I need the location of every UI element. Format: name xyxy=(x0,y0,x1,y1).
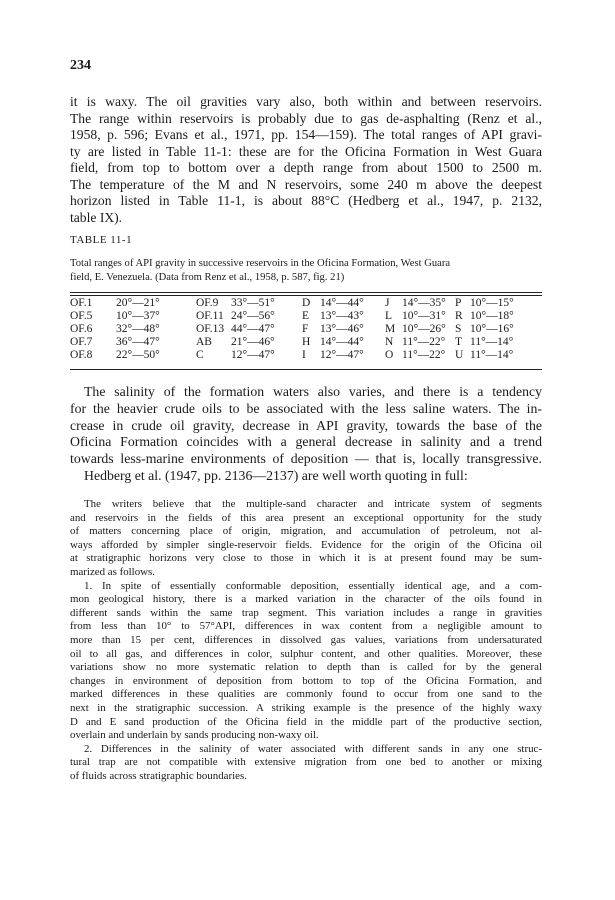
gravity-table xyxy=(70,297,542,362)
table-cell: L xyxy=(385,310,393,322)
paragraph-line: field, from top to bottom over a depth range from about 1500 to 2500 m. xyxy=(70,160,542,175)
table-cell: P xyxy=(455,297,462,309)
table-cell: R xyxy=(455,310,463,322)
table-cell: E xyxy=(302,310,310,322)
table-cell: S xyxy=(455,323,462,335)
table-cell: 12°—47° xyxy=(231,349,275,361)
table-cell: 21°—46° xyxy=(231,336,275,348)
table-cell: OF.13 xyxy=(196,323,225,335)
quote-line: D and E sand production of the Oficina field in the middle part of the productive section, xyxy=(70,715,542,728)
table-row xyxy=(70,310,542,323)
table-cell: M xyxy=(385,323,396,335)
paragraph-line: The temperature of the M and N reservoirs, some 240 m above the deepest xyxy=(70,176,542,192)
quote-line: changes in environment of deposition from bottom to top of the Oficina Formation, and xyxy=(70,674,542,687)
table-cell: C xyxy=(196,349,204,361)
quote-line: overlain and underlain by sands producing non-waxy oil. xyxy=(70,729,319,742)
quote-line: from less than 10° to 57°API, differences in wax content from a negligible amount to xyxy=(70,620,542,633)
paragraph-line: 1958, p. 596; Evans et al., 1971, pp. 154—159). The total ranges of API gravi- xyxy=(70,127,542,142)
quote-line: 1. In spite of essentially conformable deposition, essentially identical age, and a com- xyxy=(84,579,542,592)
table-cell: OF.8 xyxy=(70,349,93,361)
quote-line: tural trap are not compatible with extensive migration from one bed to another or mixing xyxy=(70,756,542,769)
table-cell: 11°—14° xyxy=(470,336,514,348)
table-top-rule xyxy=(70,292,542,293)
quote-line: ways afforded by simpler single-reservoir fields. Evidence for the origin of the Oficina oil xyxy=(70,538,542,551)
table-cell: J xyxy=(385,297,390,309)
paragraph-line: The salinity of the formation waters also varies, and there is a tendency xyxy=(84,384,542,399)
table-cell: AB xyxy=(196,336,212,348)
paragraph-line: horizon listed in Table 11-1, is about 88°C (Hedberg et al., 1947, p. 2132, xyxy=(70,193,542,208)
quote-line: of matters concerning place of origin, migration, and accumulation of petroleum, not al- xyxy=(70,525,542,538)
table-cell: 32°—48° xyxy=(116,323,160,335)
table-cell: 13°—46° xyxy=(320,323,364,335)
paragraph-line: Hedberg et al. (1947, pp. 2136—2137) are well worth quoting in full: xyxy=(84,467,468,483)
quote-line: marked differences in these qualities are commonly found to occur from one sand to the xyxy=(70,688,542,701)
table-cell: 11°—14° xyxy=(470,349,514,361)
table-cell: 11°—22° xyxy=(402,336,446,348)
table-cell: 10°—16° xyxy=(470,323,514,335)
table-top-rule-2 xyxy=(70,295,542,296)
paragraph-line: Oficina Formation coincides with a general decrease in salinity and a trend xyxy=(70,434,542,450)
paragraph-intro xyxy=(70,94,542,226)
table-cell: 44°—47° xyxy=(231,323,275,335)
page-number: 234 xyxy=(70,58,91,73)
table-cell: H xyxy=(302,336,311,348)
table-cell: 14°—35° xyxy=(402,297,446,309)
paragraph-salinity xyxy=(70,384,542,485)
quote-line: 2. Differences in the salinity of water associated with different sands in any one struc- xyxy=(84,742,542,755)
paragraph-line: The range within reservoirs is probably due to gas de-asphalting (Renz et al., xyxy=(70,110,542,126)
quote-line: of fluids across stratigraphic boundaries. xyxy=(70,769,247,782)
paragraph-line: crease in crude oil gravity, decrease in API gravity, towards the base of the xyxy=(70,417,542,433)
paragraph-line: it is waxy. The oil gravities vary also, both within and between reservoirs. xyxy=(70,94,542,109)
table-cell: 10°—31° xyxy=(402,310,446,322)
table-cell: 14°—44° xyxy=(320,297,364,309)
caption-line: Total ranges of API gravity in successive reservoirs in the Oficina Formation, West Guara xyxy=(70,258,451,269)
paragraph-line: towards less-marine environments of deposition — that is, locally transgressive. xyxy=(70,451,542,467)
table-cell: OF.11 xyxy=(196,310,224,322)
quote-line: more than 15 per cent, differences in dissolved gas values, variations from undersaturated xyxy=(70,633,542,646)
quote-line: variations show no more systematic relation to depth than is called for by the general xyxy=(70,661,542,674)
table-cell: O xyxy=(385,349,394,361)
table-cell: N xyxy=(385,336,394,348)
table-cell: D xyxy=(302,297,311,309)
table-cell: 10°—26° xyxy=(402,323,446,335)
block-quote xyxy=(70,498,542,783)
table-row xyxy=(70,349,542,362)
table-cell: 24°—56° xyxy=(231,310,275,322)
table-cell: OF.9 xyxy=(196,297,219,309)
table-cell: 10°—15° xyxy=(470,297,514,309)
table-row xyxy=(70,336,542,349)
table-cell: 10°—37° xyxy=(116,310,160,322)
table-bottom-rule xyxy=(70,369,542,370)
table-cell: U xyxy=(455,349,464,361)
table-cell: F xyxy=(302,323,309,335)
table-cell: 14°—44° xyxy=(320,336,364,348)
table-cell: 20°—21° xyxy=(116,297,160,309)
table-cell: 12°—47° xyxy=(320,349,364,361)
table-cell: OF.5 xyxy=(70,310,93,322)
table-cell: 36°—47° xyxy=(116,336,160,348)
table-cell: I xyxy=(302,349,306,361)
table-cell: 10°—18° xyxy=(470,310,514,322)
table-cell: 11°—22° xyxy=(402,349,446,361)
table-caption xyxy=(70,257,542,284)
table-cell: OF.6 xyxy=(70,323,93,335)
table-cell: OF.7 xyxy=(70,336,93,348)
quote-line: different sands within the same trap segment. This variation includes a range in gravities xyxy=(70,606,542,619)
quote-line: oil to all gas, and differences in color, sulphur content, and other qualities. Moreover, these xyxy=(70,647,542,660)
table-label: TABLE 11-1 xyxy=(70,234,133,246)
table-row xyxy=(70,323,542,336)
quote-line: at stratigraphic horizons very close to those in which it is at present found may be sum- xyxy=(70,552,542,565)
table-row xyxy=(70,297,542,310)
table-cell: OF.1 xyxy=(70,297,93,309)
table-cell: 13°—43° xyxy=(320,310,364,322)
table-cell: 33°—51° xyxy=(231,297,275,309)
paragraph-line: for the heavier crude oils to be associated with the less saline waters. The in- xyxy=(70,400,542,416)
table-cell: T xyxy=(455,336,463,348)
table-cell: 22°—50° xyxy=(116,349,160,361)
quote-line: next in the stratigraphic succession. A striking example is the presence of the highly waxy xyxy=(70,701,542,714)
quote-line: marized as follows. xyxy=(70,565,155,578)
quote-line: and reservoirs in the fields of this area present an exceptional opportunity for the study xyxy=(70,511,542,524)
quote-line: The writers believe that the multiple-sand character and intricate system of segments xyxy=(84,498,542,510)
quote-line: mon geological history, there is a marked variation in the character of the oils found in xyxy=(70,593,542,606)
paragraph-line: ty are listed in Table 11-1: these are for the Oficina Formation in West Guara xyxy=(70,143,542,159)
caption-line: field, E. Venezuela. (Data from Renz et al., 1958, p. 587, fig. 21) xyxy=(70,271,345,283)
paragraph-line: table IX). xyxy=(70,209,123,225)
